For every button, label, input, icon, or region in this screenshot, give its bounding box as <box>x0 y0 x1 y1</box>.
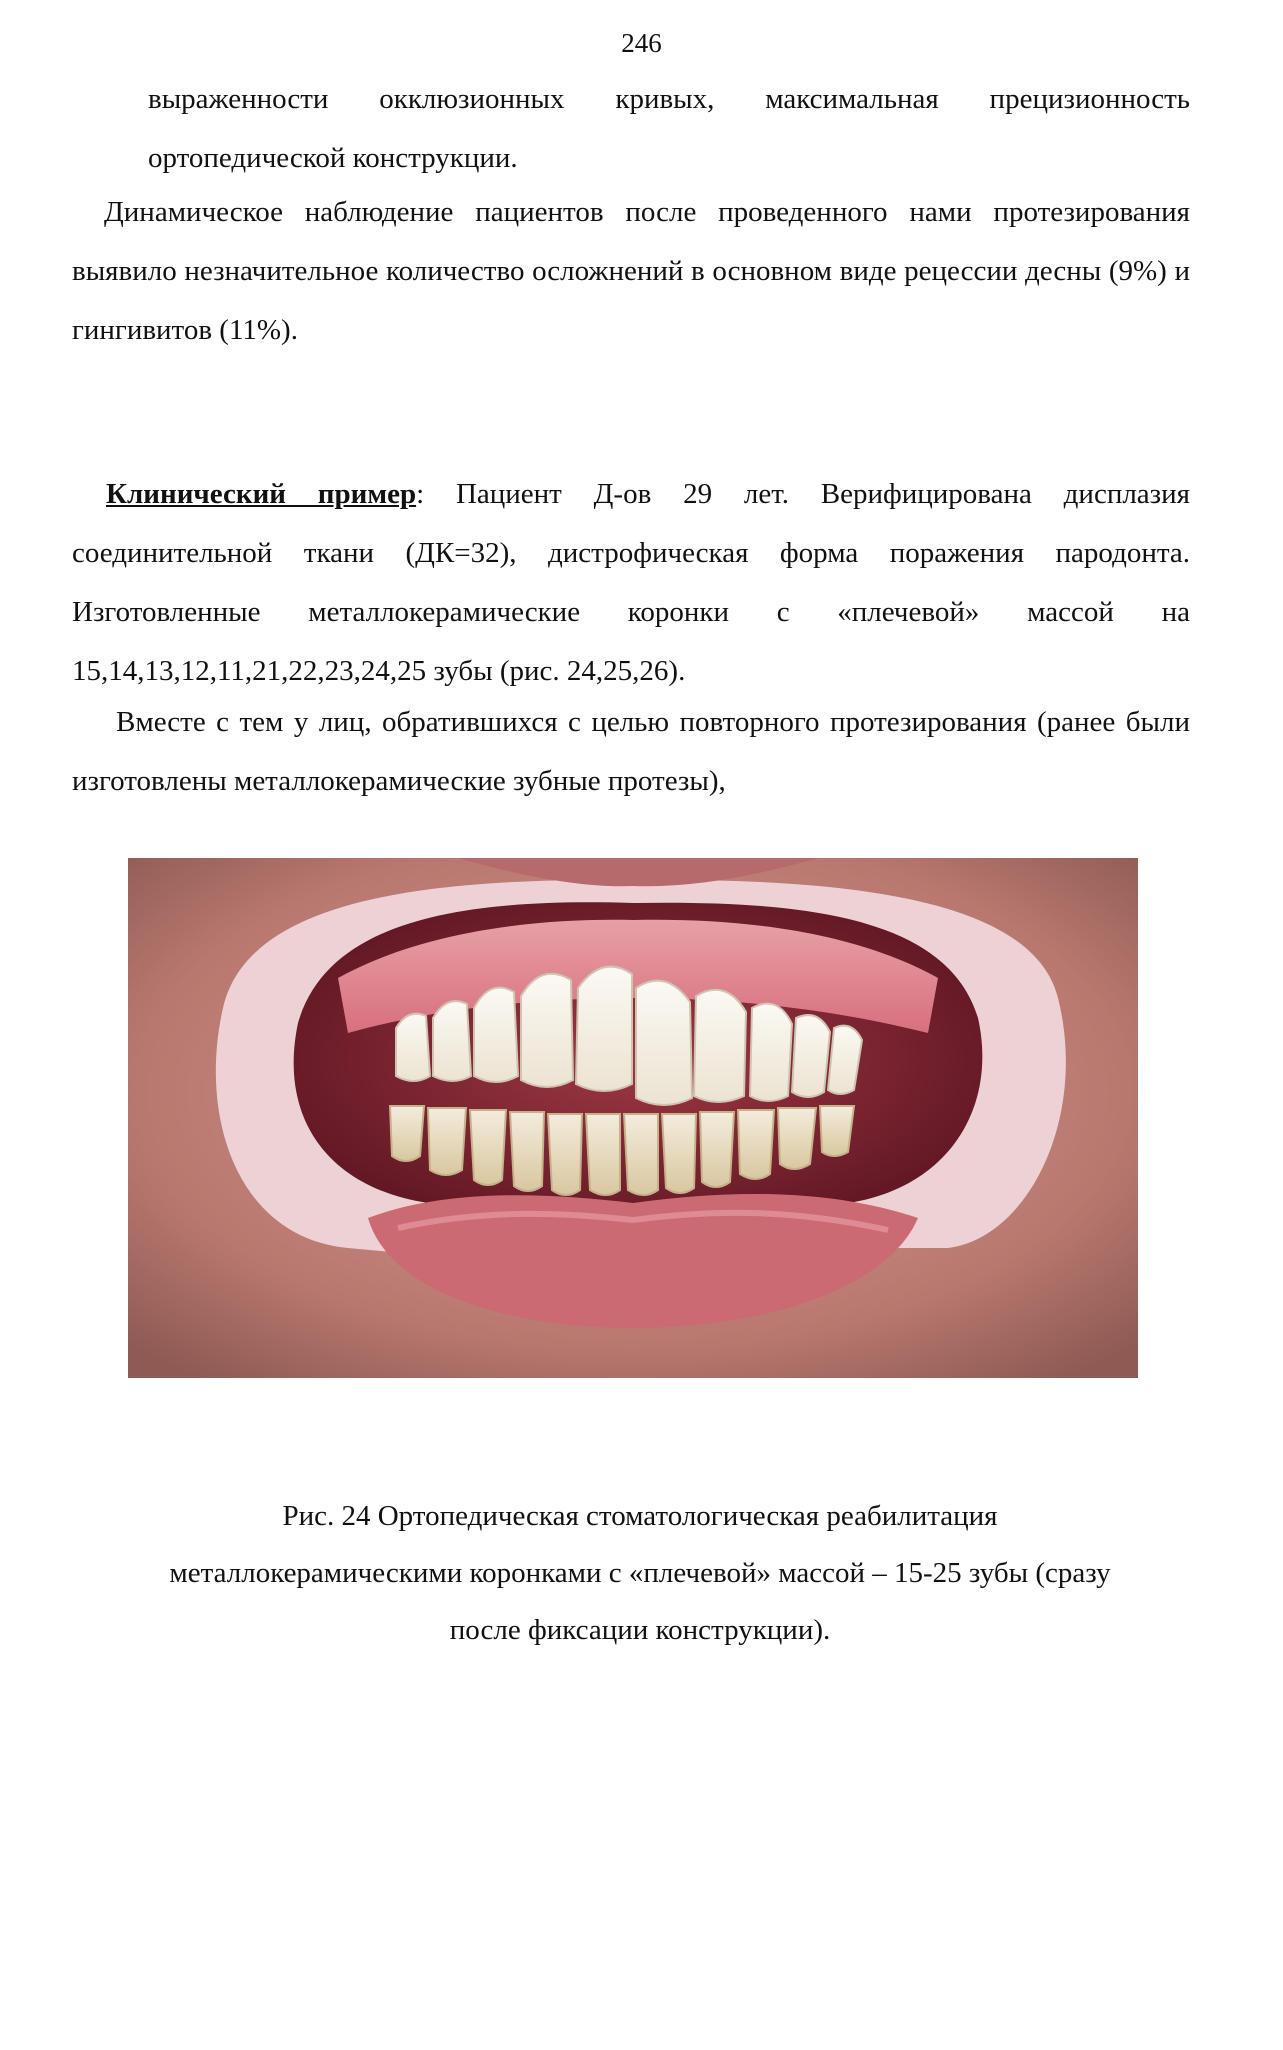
paragraph-1: выраженности окклюзионных кривых, максимальная прецизионность ортопедической конструкции. <box>148 83 1190 174</box>
figure-24-photo <box>128 858 1138 1378</box>
dental-photo-illustration <box>128 858 1138 1378</box>
clinical-example-label: Клинический пример <box>106 478 417 510</box>
paragraph-3 <box>72 465 1190 701</box>
caption-line-1: Рис. 24 Ортопедическая стоматологическая реабилитация <box>282 1500 998 1532</box>
paragraph-2: Динамическое наблюдение пациентов после проведенного нами протезирования выявило незначительное количество осложнений в основном виде рецессии десны (9%) и гингивитов (11%). <box>72 196 1190 346</box>
clinical-example-text: : Пациент Д-ов 29 лет. Верифицирована дисплазия соединительной ткани (ДК=32), дистрофическая форма поражения пародонта. Изготовленные металлокерамические коронки с «плечевой» массой на 15,14,13,12,11,21,22,23,24,25 зубы (рис. 24,25,26). <box>72 478 1190 687</box>
figure-caption <box>90 1488 1190 1659</box>
caption-line-2: металлокерамическими коронками с «плечевой» массой – 15-25 зубы (сразу <box>169 1557 1111 1589</box>
page-number: 246 <box>621 28 662 58</box>
caption-line-3: после фиксации конструкции). <box>449 1614 831 1646</box>
paragraph-4: Вместе с тем у лиц, обратившихся с целью повторного протезирования (ранее были изготовлены металлокерамические зубные протезы), <box>72 706 1190 797</box>
